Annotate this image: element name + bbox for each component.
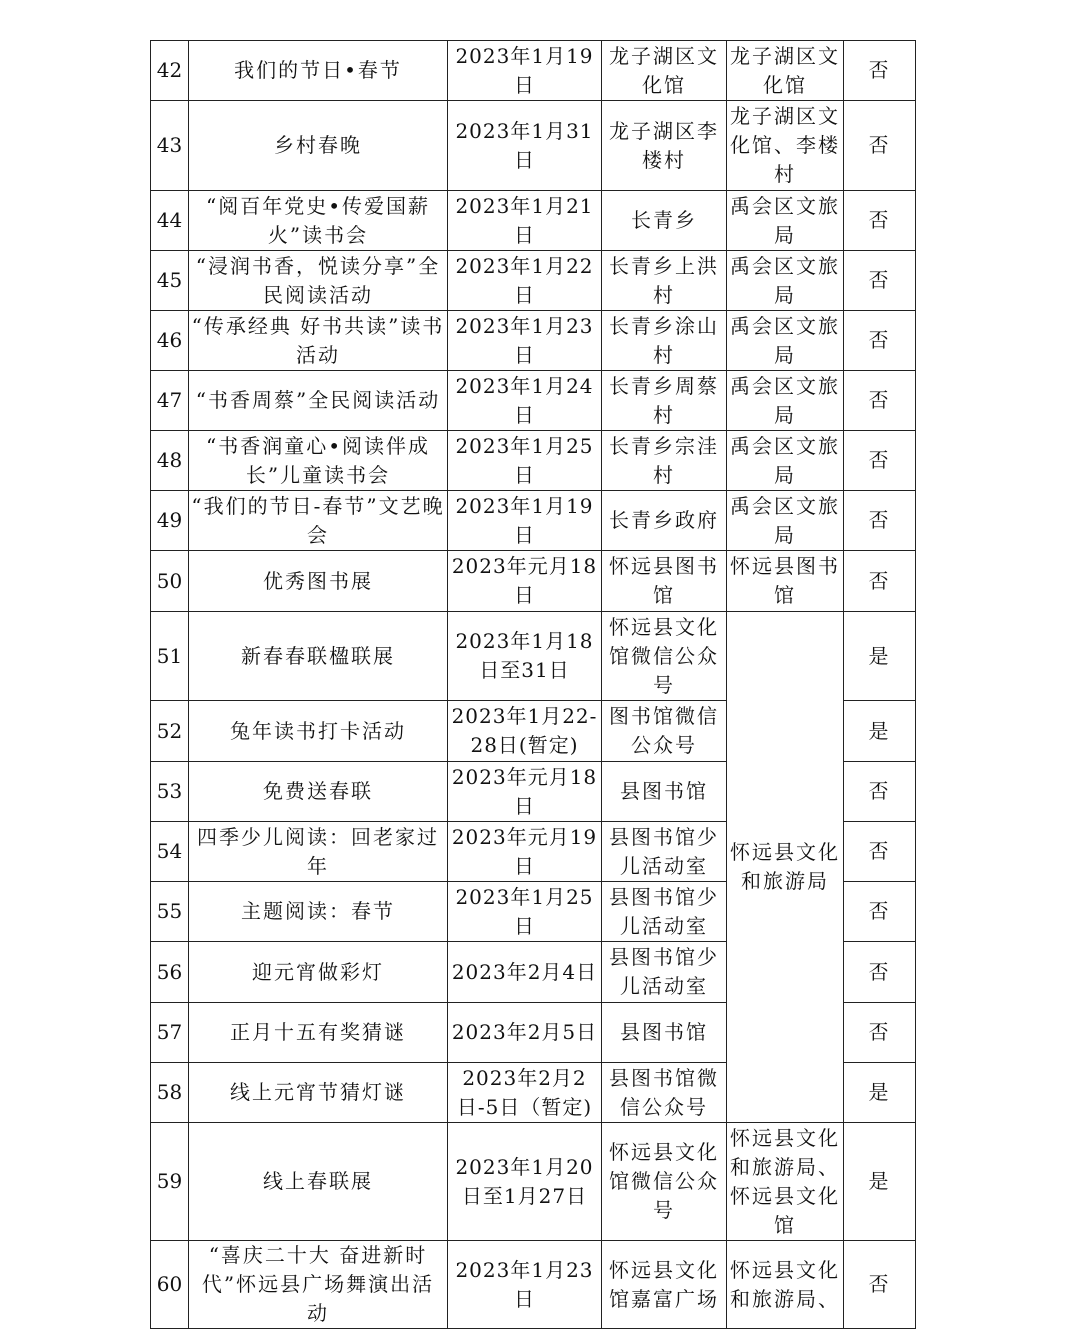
activity-name: 正月十五有奖猜谜 <box>189 1003 448 1063</box>
activity-table <box>150 40 916 1329</box>
table-row <box>151 191 916 251</box>
row-number: 56 <box>151 942 189 1003</box>
table-row <box>151 551 916 612</box>
activity-place: 怀远县文化馆微信公众号 <box>602 1123 727 1241</box>
row-number: 44 <box>151 191 189 251</box>
activity-date: 2023年1月25日 <box>448 882 602 942</box>
activity-place: 长青乡政府 <box>602 491 727 551</box>
row-number: 49 <box>151 491 189 551</box>
organizer: 怀远县图书馆 <box>727 551 844 612</box>
organizer: 龙子湖区文化馆、李楼村 <box>727 101 844 191</box>
activity-date: 2023年1月20日至1月27日 <box>448 1123 602 1241</box>
row-number: 46 <box>151 311 189 371</box>
activity-date: 2023年1月31日 <box>448 101 602 191</box>
row-number: 43 <box>151 101 189 191</box>
activity-name: “阅百年党史•传爱国薪火”读书会 <box>189 191 448 251</box>
activity-name: 兔年读书打卡活动 <box>189 701 448 762</box>
online-flag: 否 <box>844 101 916 191</box>
activity-name: 四季少儿阅读：回老家过年 <box>189 822 448 882</box>
activity-name: “传承经典 好书共读”读书活动 <box>189 311 448 371</box>
activity-name: 我们的节日•春节 <box>189 41 448 101</box>
activity-date: 2023年2月2日-5日（暂定) <box>448 1063 602 1123</box>
table-row <box>151 371 916 431</box>
row-number: 60 <box>151 1241 189 1329</box>
activity-name: 线上元宵节猜灯谜 <box>189 1063 448 1123</box>
activity-place: 图书馆微信公众号 <box>602 701 727 762</box>
table-row <box>151 491 916 551</box>
activity-date: 2023年1月21日 <box>448 191 602 251</box>
row-number: 51 <box>151 612 189 701</box>
activity-date: 2023年元月19日 <box>448 822 602 882</box>
table-row <box>151 612 916 701</box>
row-number: 45 <box>151 251 189 311</box>
row-number: 47 <box>151 371 189 431</box>
online-flag: 否 <box>844 1003 916 1063</box>
activity-name: 新春春联楹联展 <box>189 612 448 701</box>
row-number: 59 <box>151 1123 189 1241</box>
activity-name: “浸润书香，悦读分享”全民阅读活动 <box>189 251 448 311</box>
row-number: 48 <box>151 431 189 491</box>
online-flag: 否 <box>844 251 916 311</box>
activity-place: 长青乡涂山村 <box>602 311 727 371</box>
organizer: 禹会区文旅局 <box>727 311 844 371</box>
activity-place: 县图书馆 <box>602 1003 727 1063</box>
table-row <box>151 311 916 371</box>
activity-name: “书香周蔡”全民阅读活动 <box>189 371 448 431</box>
activity-place: 县图书馆少儿活动室 <box>602 882 727 942</box>
online-flag: 是 <box>844 1063 916 1123</box>
row-number: 53 <box>151 762 189 822</box>
row-number: 52 <box>151 701 189 762</box>
table-body <box>151 41 916 1329</box>
activity-date: 2023年2月5日 <box>448 1003 602 1063</box>
organizer: 龙子湖区文化馆 <box>727 41 844 101</box>
online-flag: 否 <box>844 191 916 251</box>
organizer: 禹会区文旅局 <box>727 251 844 311</box>
activity-name: 主题阅读：春节 <box>189 882 448 942</box>
activity-place: 长青乡上洪村 <box>602 251 727 311</box>
activity-place: 县图书馆微信公众号 <box>602 1063 727 1123</box>
activity-date: 2023年1月19日 <box>448 41 602 101</box>
online-flag: 否 <box>844 311 916 371</box>
activity-place: 县图书馆 <box>602 762 727 822</box>
activity-name: “喜庆二十大 奋进新时代”怀远县广场舞演出活动 <box>189 1241 448 1329</box>
activity-date: 2023年元月18日 <box>448 762 602 822</box>
organizer: 怀远县文化和旅游局、怀远县文化馆 <box>727 1123 844 1241</box>
table-row <box>151 251 916 311</box>
online-flag: 否 <box>844 762 916 822</box>
table-row <box>151 101 916 191</box>
activity-name: “书香润童心•阅读伴成长”儿童读书会 <box>189 431 448 491</box>
online-flag: 否 <box>844 371 916 431</box>
table-row <box>151 1241 916 1329</box>
online-flag: 否 <box>844 1241 916 1329</box>
row-number: 54 <box>151 822 189 882</box>
activity-place: 怀远县图书馆 <box>602 551 727 612</box>
online-flag: 是 <box>844 701 916 762</box>
activity-date: 2023年1月24日 <box>448 371 602 431</box>
organizer: 禹会区文旅局 <box>727 371 844 431</box>
table-row <box>151 431 916 491</box>
activity-date: 2023年元月18日 <box>448 551 602 612</box>
activity-name: 优秀图书展 <box>189 551 448 612</box>
online-flag: 否 <box>844 882 916 942</box>
activity-date: 2023年1月22日 <box>448 251 602 311</box>
online-flag: 是 <box>844 612 916 701</box>
activity-place: 县图书馆少儿活动室 <box>602 822 727 882</box>
organizer-merged: 怀远县文化和旅游局 <box>727 612 844 1123</box>
activity-place: 龙子湖区李楼村 <box>602 101 727 191</box>
activity-name: 免费送春联 <box>189 762 448 822</box>
activity-name: 乡村春晚 <box>189 101 448 191</box>
organizer: 禹会区文旅局 <box>727 191 844 251</box>
activity-place: 县图书馆少儿活动室 <box>602 942 727 1003</box>
organizer: 怀远县文化和旅游局、 <box>727 1241 844 1329</box>
online-flag: 否 <box>844 431 916 491</box>
row-number: 58 <box>151 1063 189 1123</box>
activity-place: 长青乡周蔡村 <box>602 371 727 431</box>
online-flag: 否 <box>844 41 916 101</box>
organizer: 禹会区文旅局 <box>727 491 844 551</box>
activity-name: “我们的节日-春节”文艺晚会 <box>189 491 448 551</box>
organizer: 禹会区文旅局 <box>727 431 844 491</box>
activity-place: 龙子湖区文化馆 <box>602 41 727 101</box>
activity-place: 长青乡宗洼村 <box>602 431 727 491</box>
online-flag: 否 <box>844 551 916 612</box>
online-flag: 是 <box>844 1123 916 1241</box>
activity-place: 怀远县文化馆嘉富广场 <box>602 1241 727 1329</box>
activity-name: 线上春联展 <box>189 1123 448 1241</box>
activity-date: 2023年1月22-28日(暂定) <box>448 701 602 762</box>
activity-date: 2023年2月4日 <box>448 942 602 1003</box>
activity-date: 2023年1月19日 <box>448 491 602 551</box>
online-flag: 否 <box>844 491 916 551</box>
activity-place: 长青乡 <box>602 191 727 251</box>
activity-date: 2023年1月23日 <box>448 311 602 371</box>
row-number: 55 <box>151 882 189 942</box>
activity-date: 2023年1月25日 <box>448 431 602 491</box>
activity-date: 2023年1月18日至31日 <box>448 612 602 701</box>
table-row <box>151 41 916 101</box>
row-number: 42 <box>151 41 189 101</box>
row-number: 57 <box>151 1003 189 1063</box>
table-row <box>151 1123 916 1241</box>
activity-name: 迎元宵做彩灯 <box>189 942 448 1003</box>
activity-place: 怀远县文化馆微信公众号 <box>602 612 727 701</box>
activity-date: 2023年1月23日 <box>448 1241 602 1329</box>
row-number: 50 <box>151 551 189 612</box>
online-flag: 否 <box>844 942 916 1003</box>
online-flag: 否 <box>844 822 916 882</box>
